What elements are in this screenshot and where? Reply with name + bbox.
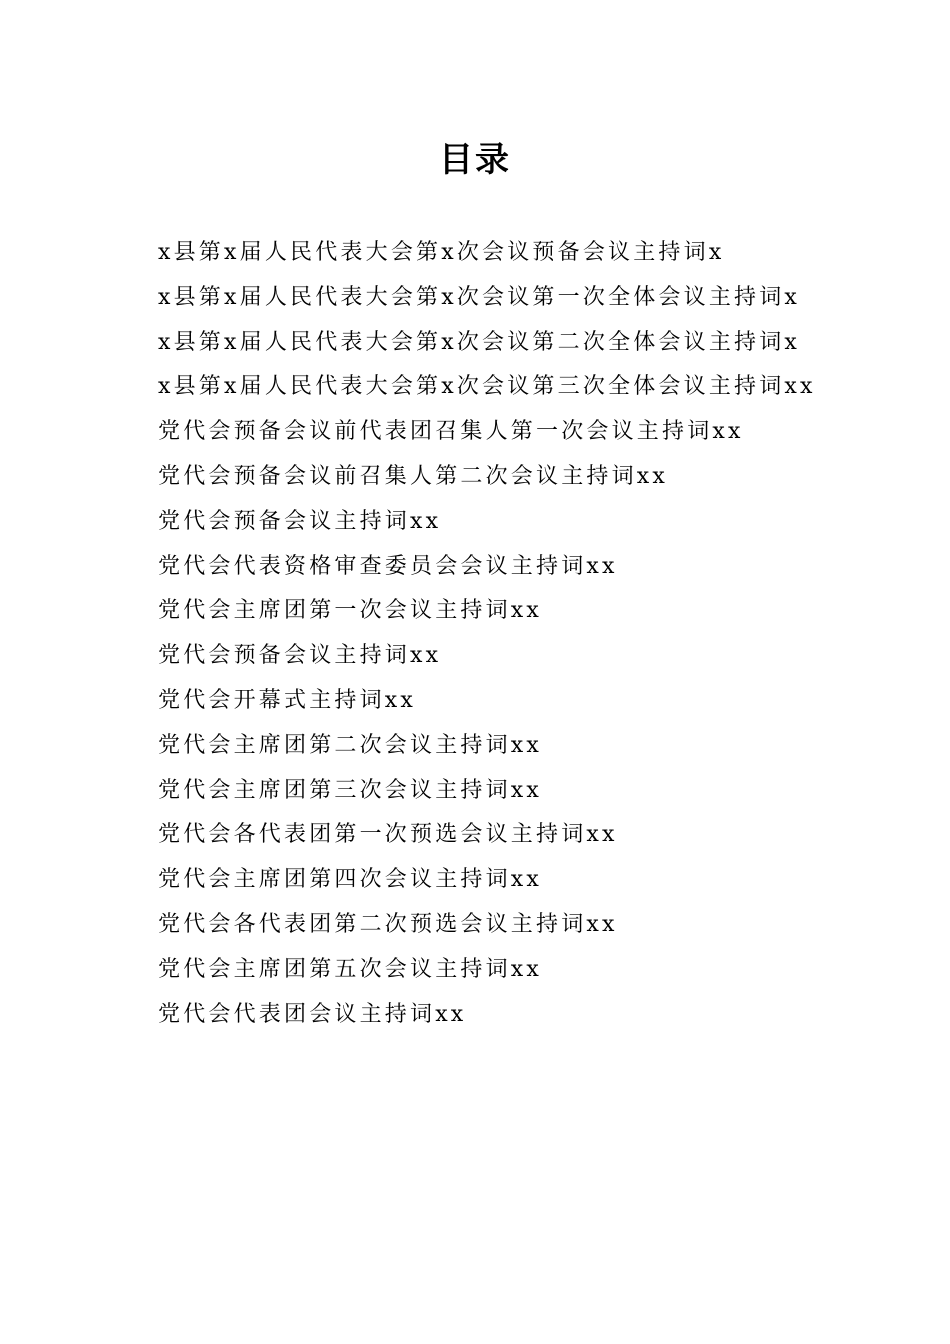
toc-entry[interactable]: 党代会预备会议主持词xx	[158, 643, 442, 669]
toc-entry[interactable]: 党代会主席团第五次会议主持词xx	[158, 956, 543, 982]
toc-entry[interactable]: x县第x届人民代表大会第x次会议第一次全体会议主持词x	[158, 284, 801, 310]
toc-entry[interactable]: 党代会预备会议主持词xx	[158, 508, 442, 534]
toc-entry[interactable]: 党代会主席团第二次会议主持词xx	[158, 732, 543, 758]
toc-entry[interactable]: 党代会主席团第三次会议主持词xx	[158, 777, 543, 803]
toc-entry[interactable]: 党代会主席团第四次会议主持词xx	[158, 867, 543, 893]
toc-entry[interactable]: 党代会代表团会议主持词xx	[158, 1001, 467, 1027]
toc-entry[interactable]: x县第x届人民代表大会第x次会议预备会议主持词x	[158, 240, 725, 265]
toc-entry[interactable]: 党代会各代表团第一次预选会议主持词xx	[158, 822, 618, 848]
toc-entry[interactable]: x县第x届人民代表大会第x次会议第三次全体会议主持词xx	[158, 374, 816, 400]
table-of-contents	[118, 231, 830, 1037]
toc-entry[interactable]: 党代会主席团第一次会议主持词xx	[158, 598, 543, 624]
toc-entry[interactable]: 党代会开幕式主持词xx	[158, 687, 417, 713]
toc-entry[interactable]: 党代会预备会议前代表团召集人第一次会议主持词xx	[158, 419, 744, 445]
page-title: 目录	[439, 140, 511, 180]
toc-entry[interactable]: 党代会预备会议前召集人第二次会议主持词xx	[158, 463, 669, 489]
toc-entry[interactable]: 党代会代表资格审查委员会会议主持词xx	[158, 553, 618, 579]
toc-entry[interactable]: 党代会各代表团第二次预选会议主持词xx	[158, 911, 618, 937]
toc-entry[interactable]: x县第x届人民代表大会第x次会议第二次全体会议主持词x	[158, 329, 801, 355]
